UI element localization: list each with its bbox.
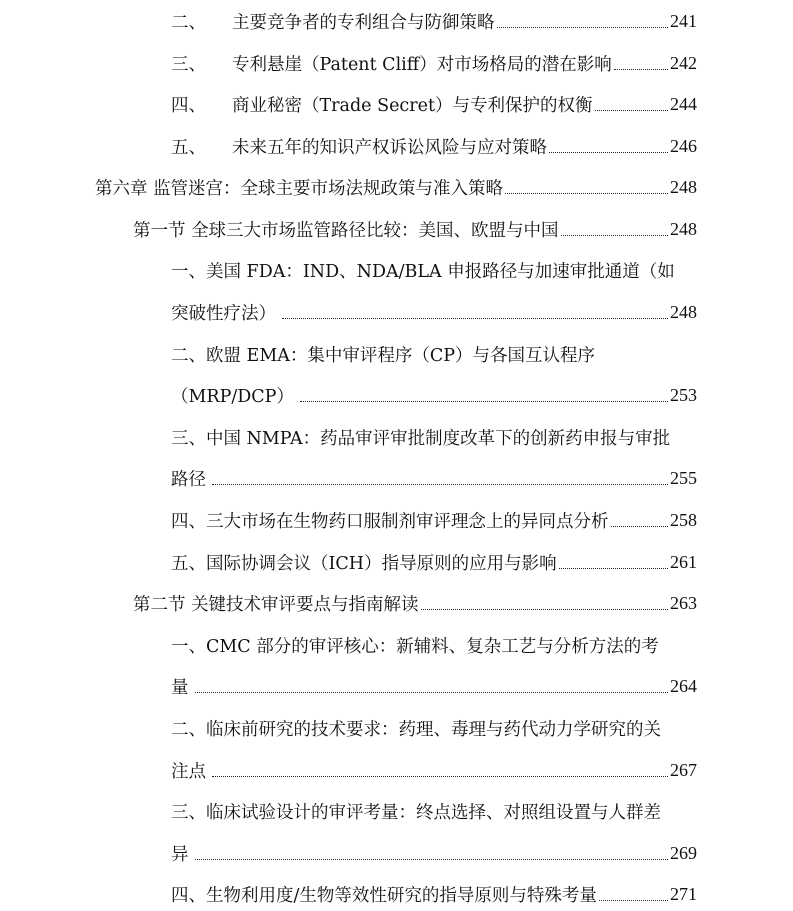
dot-leader	[497, 27, 669, 28]
toc-entry-title: 主要竞争者的专利组合与防御策略	[232, 12, 495, 33]
dot-leader	[611, 526, 669, 527]
toc-page-number: 242	[670, 52, 697, 73]
toc-chapter-entry[interactable]	[95, 172, 697, 202]
toc-page-number: 248	[670, 176, 697, 197]
toc-entry[interactable]	[171, 6, 697, 36]
toc-entry-title: 二、欧盟 EMA：集中审评程序（CP）与各国互认程序	[171, 345, 596, 366]
toc-entry-title: 四、三大市场在生物药口服制剂审评理念上的异同点分析	[171, 511, 609, 532]
toc-page-number: 246	[670, 135, 697, 156]
toc-page-number: 261	[670, 551, 697, 572]
dot-leader	[195, 859, 669, 860]
toc-page-number: 269	[670, 842, 697, 863]
toc-entry-title-cont: 路径	[171, 469, 206, 490]
toc-entry-title: 四、生物利用度/生物等效性研究的指导原则与特殊考量	[171, 885, 597, 906]
toc-page-number: 248	[670, 301, 697, 322]
dot-leader	[549, 152, 668, 153]
toc-entry-continuation[interactable]	[171, 755, 697, 785]
toc-entry-title: 二、临床前研究的技术要求：药理、毒理与药代动力学研究的关	[171, 719, 661, 740]
toc-entry-number: 五、	[171, 137, 206, 158]
toc-entry-title: 三、中国 NMPA：药品审评审批制度改革下的创新药申报与审批	[171, 428, 671, 449]
toc-entry-title-cont: 突破性疗法）	[171, 303, 276, 324]
toc-entry[interactable]	[171, 547, 697, 577]
toc-entry-title: 商业秘密（Trade Secret）与专利保护的权衡	[232, 95, 593, 116]
toc-page-number: 248	[670, 218, 697, 239]
dot-leader	[421, 609, 668, 610]
toc-entry-number: 四、	[171, 95, 206, 116]
toc-entry-title: 未来五年的知识产权诉讼风险与应对策略	[232, 137, 547, 158]
toc-page-number: 258	[670, 509, 697, 530]
toc-entry-first-line[interactable]	[171, 339, 595, 369]
toc-entry[interactable]	[171, 131, 697, 161]
toc-chapter-title: 第六章 监管迷宫：全球主要市场法规政策与准入策略	[95, 178, 504, 199]
toc-page-number: 263	[670, 592, 697, 613]
toc-entry-continuation[interactable]	[171, 838, 697, 868]
toc-section-title: 第一节 全球三大市场监管路径比较：美国、欧盟与中国	[133, 220, 559, 241]
toc-entry[interactable]	[171, 48, 697, 78]
toc-entry-title: 三、临床试验设计的审评考量：终点选择、对照组设置与人群差	[171, 802, 661, 823]
toc-entry-first-line[interactable]	[171, 630, 659, 660]
toc-page-number: 241	[670, 10, 697, 31]
toc-entry-title: 一、CMC 部分的审评核心：新辅料、复杂工艺与分析方法的考	[171, 636, 659, 657]
toc-entry[interactable]	[171, 879, 697, 909]
dot-leader	[212, 484, 668, 485]
toc-page-number: 264	[670, 675, 697, 696]
toc-entry-continuation[interactable]	[171, 380, 697, 410]
toc-page-number: 267	[670, 759, 697, 780]
toc-entry-title-cont: 注点	[171, 761, 206, 782]
toc-entry-continuation[interactable]	[171, 671, 697, 701]
dot-leader	[195, 692, 669, 693]
dot-leader	[561, 235, 668, 236]
toc-page-number: 244	[670, 93, 697, 114]
toc-section-title: 第二节 关键技术审评要点与指南解读	[133, 594, 419, 615]
dot-leader	[599, 900, 668, 901]
toc-entry-title: 一、美国 FDA：IND、NDA/BLA 申报路径与加速审批通道（如	[171, 261, 675, 282]
toc-entry-continuation[interactable]	[171, 297, 697, 327]
toc-page-number: 253	[670, 384, 697, 405]
toc-section-entry[interactable]	[133, 214, 697, 244]
toc-entry-title-cont: （MRP/DCP）	[171, 386, 294, 407]
toc-entry-first-line[interactable]	[171, 255, 675, 285]
dot-leader	[595, 110, 669, 111]
toc-entry-title-cont: 量	[171, 677, 189, 698]
toc-entry-first-line[interactable]	[171, 713, 661, 743]
dot-leader	[505, 193, 668, 194]
toc-page-number: 271	[670, 883, 697, 904]
toc-entry-number: 三、	[171, 54, 206, 75]
dot-leader	[559, 568, 668, 569]
toc-entry-number: 二、	[171, 12, 206, 33]
toc-entry-continuation[interactable]	[171, 463, 697, 493]
dot-leader	[300, 401, 668, 402]
toc-section-entry[interactable]	[133, 588, 697, 618]
toc-entry[interactable]	[171, 505, 697, 535]
dot-leader	[282, 318, 668, 319]
toc-page-number: 255	[670, 467, 697, 488]
toc-entry-title: 五、国际协调会议（ICH）指导原则的应用与影响	[171, 553, 557, 574]
toc-entry-first-line[interactable]	[171, 422, 670, 452]
dot-leader	[614, 69, 668, 70]
toc-entry-first-line[interactable]	[171, 796, 661, 826]
toc-entry[interactable]	[171, 89, 697, 119]
toc-entry-title-cont: 异	[171, 844, 189, 865]
dot-leader	[212, 776, 668, 777]
toc-entry-title: 专利悬崖（Patent Cliff）对市场格局的潜在影响	[232, 54, 612, 75]
